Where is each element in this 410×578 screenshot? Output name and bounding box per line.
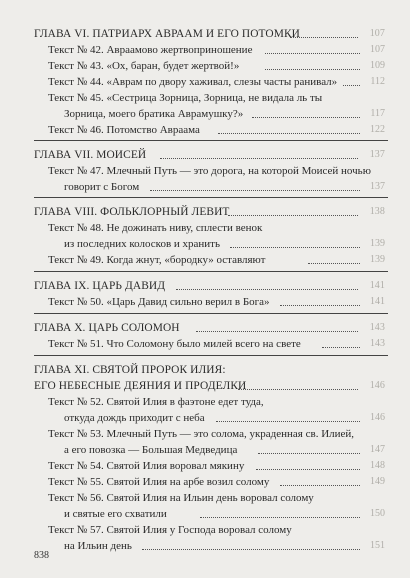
chapter-title: ГЛАВА IX. ЦАРЬ ДАВИД <box>34 280 166 292</box>
page-number: 141 <box>370 296 385 307</box>
dot-leader <box>322 347 360 348</box>
toc-chapter-10[interactable] <box>0 320 410 336</box>
chapter-title: ГЛАВА XI. СВЯТОЙ ПРОРОК ИЛИЯ: <box>34 364 226 376</box>
toc-text-49[interactable] <box>0 252 410 268</box>
page-number: 139 <box>370 254 385 265</box>
text-entry-label: Текст № 52. Святой Илия в фаэтоне едет туда, <box>48 396 264 408</box>
toc-chapter-6[interactable] <box>0 26 410 42</box>
toc-text-54[interactable] <box>0 458 410 474</box>
toc-text-53-line1[interactable] <box>0 426 410 442</box>
text-entry-label: Текст № 50. «Царь Давид сильно верил в Бога» <box>48 296 270 308</box>
toc-text-53-line2[interactable] <box>0 442 410 458</box>
page-number: 151 <box>370 540 385 551</box>
dot-leader <box>230 247 360 248</box>
dot-leader <box>142 549 360 550</box>
toc-text-55[interactable] <box>0 474 410 490</box>
page-number: 138 <box>369 206 385 217</box>
toc-text-56-line2[interactable] <box>0 506 410 522</box>
toc-text-48-line2[interactable] <box>0 236 410 252</box>
page-number: 146 <box>369 380 385 391</box>
dot-leader <box>216 421 360 422</box>
folio-page-number: 838 <box>34 550 49 561</box>
dot-leader <box>228 215 358 216</box>
text-entry-label: Текст № 49. Когда жнут, «бородку» оставляют <box>48 254 266 266</box>
page-number: 137 <box>369 149 385 160</box>
page-number: 149 <box>370 476 385 487</box>
text-entry-label: Текст № 47. Млечный Путь — это дорога, на которой Моисей ночью <box>48 165 371 177</box>
toc-text-52-line2[interactable] <box>0 410 410 426</box>
page-number: 150 <box>370 508 385 519</box>
text-entry-label: Текст № 42. Авраамово жертвоприношение <box>48 44 253 56</box>
toc-chapter-7[interactable] <box>0 147 410 163</box>
dot-leader <box>265 53 360 54</box>
toc-chapter-11-line1[interactable] <box>0 362 410 378</box>
page-number: 143 <box>370 338 385 349</box>
toc-text-47-line2[interactable] <box>0 179 410 195</box>
dot-leader <box>150 190 360 191</box>
text-entry-label: Текст № 53. Млечный Путь — это солома, украденная св. Илией, <box>48 428 355 440</box>
dot-leader <box>343 85 360 86</box>
page-number: 109 <box>370 60 385 71</box>
page-number: 117 <box>370 108 385 119</box>
dot-leader <box>256 469 360 470</box>
toc-text-52-line1[interactable] <box>0 394 410 410</box>
text-entry-label: Текст № 43. «Ох, баран, будет жертвой!» <box>48 60 240 72</box>
page-number: 143 <box>369 322 385 333</box>
dot-leader <box>196 331 358 332</box>
text-entry-label-continued: откуда дождь приходит с неба <box>64 412 205 424</box>
dot-leader <box>252 117 360 118</box>
toc-text-51[interactable] <box>0 336 410 352</box>
chapter-title: ГЛАВА VIII. ФОЛЬКЛОРНЫЙ ЛЕВИТ <box>34 206 230 218</box>
toc-text-56-line1[interactable] <box>0 490 410 506</box>
page-number: 107 <box>369 28 385 39</box>
toc-chapter-8[interactable] <box>0 204 410 220</box>
toc-text-42[interactable] <box>0 42 410 58</box>
text-entry-label-continued: и святые его схватили <box>64 508 167 520</box>
page-number: 148 <box>370 460 385 471</box>
text-entry-label: Текст № 54. Святой Илия воровал мякину <box>48 460 245 472</box>
toc-text-57-line1[interactable] <box>0 522 410 538</box>
chapter-title: ГЛАВА VII. МОИСЕЙ <box>34 149 147 161</box>
chapter-title: ГЛАВА X. ЦАРЬ СОЛОМОН <box>34 322 180 334</box>
chapter-title: ГЛАВА VI. ПАТРИАРХ АВРААМ И ЕГО ПОТОМКИ <box>34 28 301 40</box>
page-number: 112 <box>370 76 385 87</box>
text-entry-label: Текст № 45. «Сестрица Зорница, Зорница, не видала ль ты <box>48 92 323 104</box>
toc-chapter-11-line2[interactable] <box>0 378 410 394</box>
dot-leader <box>176 289 358 290</box>
text-entry-label: Текст № 51. Что Соломону было милей всего на свете <box>48 338 301 350</box>
toc-text-57-line2[interactable] <box>0 538 410 554</box>
page-number: 107 <box>370 44 385 55</box>
text-entry-label: Текст № 46. Потомство Авраама <box>48 124 200 136</box>
text-entry-label-continued: говорит с Богом <box>64 181 140 193</box>
toc-text-45-line1[interactable] <box>0 90 410 106</box>
divider-rule <box>34 140 388 141</box>
dot-leader <box>258 453 360 454</box>
toc-text-50[interactable] <box>0 294 410 310</box>
page-number: 122 <box>370 124 385 135</box>
dot-leader <box>265 69 360 70</box>
toc-text-44[interactable] <box>0 74 410 90</box>
divider-rule <box>34 355 388 356</box>
text-entry-label: Текст № 56. Святой Илия на Ильин день воровал солому <box>48 492 314 504</box>
page-number: 141 <box>369 280 385 291</box>
toc-chapter-9[interactable] <box>0 278 410 294</box>
toc-text-43[interactable] <box>0 58 410 74</box>
toc-text-46[interactable] <box>0 122 410 138</box>
dot-leader <box>238 389 358 390</box>
text-entry-label: Текст № 57. Святой Илия у Господа воровал солому <box>48 524 292 536</box>
text-entry-label: Текст № 44. «Аврам по двору хаживал, слезы часты ранивал» <box>48 76 338 88</box>
toc-text-47-line1[interactable] <box>0 163 410 179</box>
page-number: 147 <box>370 444 385 455</box>
toc-text-45-line2[interactable] <box>0 106 410 122</box>
dot-leader <box>160 158 358 159</box>
dot-leader <box>218 133 360 134</box>
divider-rule <box>34 313 388 314</box>
text-entry-label-continued: а его повозка — Большая Медведица <box>64 444 238 456</box>
page-number: 139 <box>370 238 385 249</box>
dot-leader <box>200 517 360 518</box>
page-number: 146 <box>370 412 385 423</box>
dot-leader <box>308 263 360 264</box>
text-entry-label-continued: на Ильин день <box>64 540 132 552</box>
divider-rule <box>34 197 388 198</box>
dot-leader <box>280 305 360 306</box>
dot-leader <box>290 37 358 38</box>
text-entry-label: Текст № 48. Не дожинать ниву, сплести венок <box>48 222 263 234</box>
page-number: 137 <box>370 181 385 192</box>
chapter-title-continued: ЕГО НЕБЕСНЫЕ ДЕЯНИЯ И ПРОДЕЛКИ <box>34 380 247 392</box>
text-entry-label-continued: Зорница, моего братика Аврамушку?» <box>64 108 244 120</box>
dot-leader <box>280 485 360 486</box>
toc-text-48-line1[interactable] <box>0 220 410 236</box>
divider-rule <box>34 271 388 272</box>
text-entry-label: Текст № 55. Святой Илия на арбе возил солому <box>48 476 270 488</box>
text-entry-label-continued: из последних колосков и хранить <box>64 238 221 250</box>
